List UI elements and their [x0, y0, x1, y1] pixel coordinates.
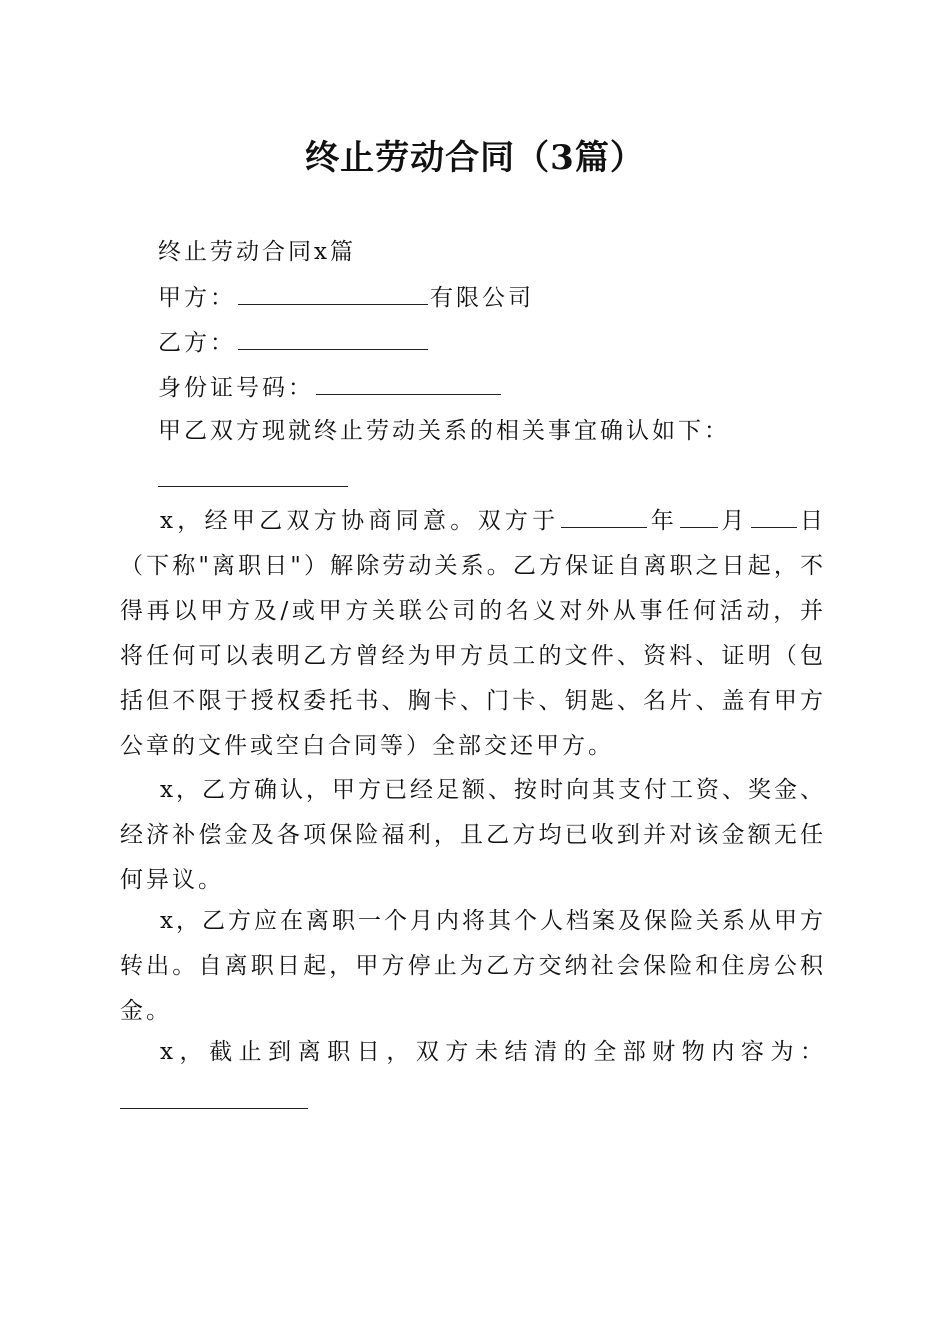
id-number-line	[158, 372, 503, 403]
party-b-line	[158, 327, 430, 358]
year-label: 年	[649, 508, 679, 534]
clause-4-blank-rule	[120, 1108, 308, 1109]
party-b-label: 乙方：	[158, 330, 236, 356]
party-a-blank	[238, 282, 428, 305]
intro-blank-rule	[158, 486, 348, 487]
party-a-label: 甲方：	[158, 285, 236, 311]
id-number-label: 身份证号码：	[158, 375, 314, 401]
id-number-blank	[316, 372, 501, 395]
day-blank	[751, 505, 797, 528]
clause-1	[120, 499, 826, 769]
party-b-blank	[238, 327, 428, 350]
intro-line: 甲乙双方现就终止劳动关系的相关事宜确认如下：	[158, 418, 730, 444]
clause-4: x，截止到离职日，双方未结清的全部财物内容为：	[160, 1039, 826, 1065]
clause-3: x，乙方应在离职一个月内将其个人档案及保险关系从甲方转出。自离职日起，甲方停止为乙方交纳社会保险和住房公积金。	[120, 908, 826, 1024]
clause-1-part-2: （下称"离职日"）解除劳动关系。乙方保证自离职之日起，不得再以甲方及/或甲方关联公司的名义对外从事任何活动，并将任何可以表明乙方曾经为甲方员工的文件、资料、证明（包括但不限于授权委托书、胸卡、门卡、钥匙、名片、盖有甲方公章的文件或空白合同等）全部交还甲方。	[120, 553, 826, 759]
month-label: 月	[720, 508, 749, 534]
party-a-line	[158, 282, 534, 313]
clause-1-part-1: x，经甲乙双方协商同意。双方于	[160, 508, 560, 534]
year-blank	[561, 505, 647, 528]
document-title: 终止劳动合同（3篇）	[305, 138, 645, 178]
day-label: 日	[798, 508, 827, 534]
document-subtitle: 终止劳动合同x篇	[158, 239, 356, 265]
clause-2: x，乙方确认，甲方已经足额、按时向其支付工资、奖金、经济补偿金及各项保险福利，且乙方均已收到并对该金额无任何异议。	[120, 777, 826, 893]
month-blank	[680, 505, 718, 528]
party-a-suffix: 有限公司	[430, 285, 534, 311]
